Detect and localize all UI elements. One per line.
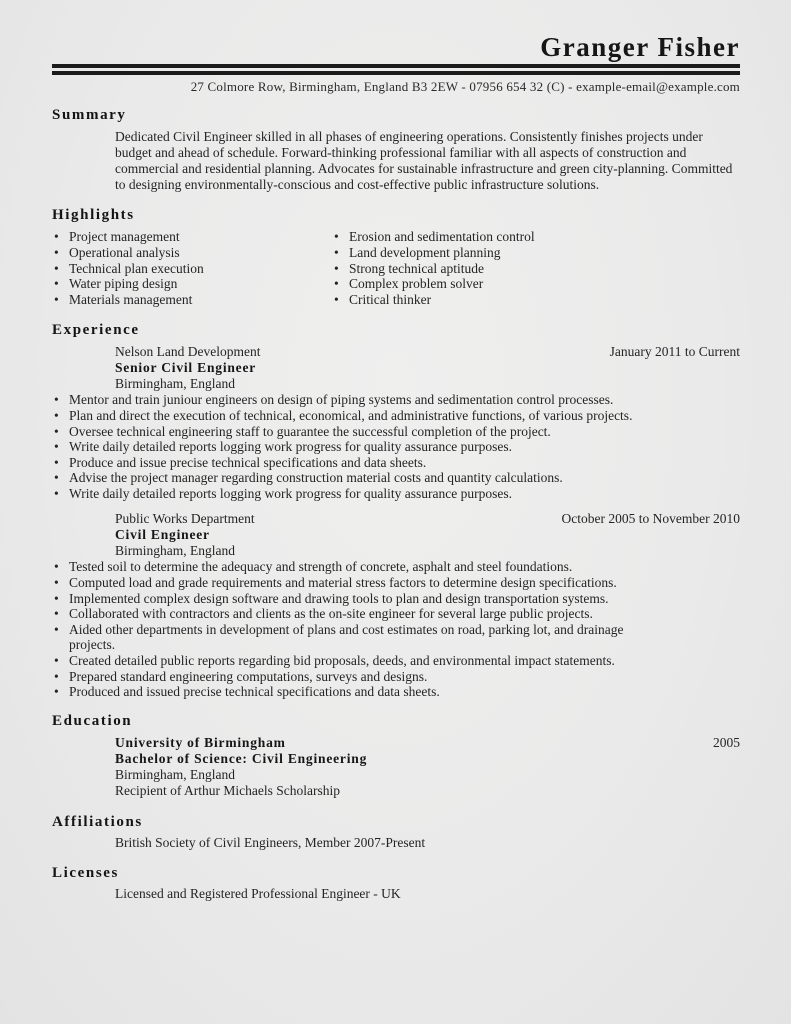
job-location: Birmingham, England (115, 376, 235, 392)
education-award: Recipient of Arthur Michaels Scholarship (115, 782, 340, 798)
job-bullet: • Plan and direct the execution of technical, economical, and administrative functions, of various projects. (52, 408, 649, 424)
job-bullet: • Implemented complex design software and drawing tools to plan and design transportation systems. (52, 591, 649, 607)
experience-job-2 (52, 511, 740, 699)
highlights-list-right (332, 229, 535, 307)
affiliations-text: British Society of Civil Engineers, Member 2007-Present (115, 834, 426, 850)
job-header (115, 344, 740, 360)
job-bullet: • Produced and issued precise technical specifications and data sheets. (52, 684, 649, 700)
contact-line: 27 Colmore Row, Birmingham, England B3 2EW - 07956 654 32 (C) - example-email@example.com (190, 79, 740, 95)
highlight-item: • Technical plan execution (52, 261, 332, 277)
job-bullet: • Advise the project manager regarding construction material costs and quantity calculations. (52, 470, 649, 486)
education-school: University of Birmingham (115, 734, 286, 750)
education-row (115, 735, 740, 751)
header-rule-top (52, 64, 740, 68)
highlights-list-left (52, 229, 332, 307)
experience-job-1 (52, 344, 740, 501)
job-bullet: • Created detailed public reports regarding bid proposals, deeds, and environmental impact statements. (52, 653, 649, 669)
job-location: Birmingham, England (115, 543, 235, 559)
job-dates: January 2011 to Current (609, 344, 740, 360)
education-block (52, 735, 740, 799)
highlight-item: • Land development planning (332, 245, 535, 261)
highlight-item: • Project management (52, 229, 332, 245)
section-heading-licenses: Licenses (52, 864, 119, 881)
job-bullet: • Prepared standard engineering computations, surveys and designs. (52, 669, 649, 685)
job-title: Senior Civil Engineer (115, 360, 257, 376)
highlight-item: • Erosion and sedimentation control (332, 229, 535, 245)
highlight-item: • Complex problem solver (332, 276, 535, 292)
job-bullet: • Oversee technical engineering staff to guarantee the successful completion of the project. (52, 424, 649, 440)
highlights-columns (52, 229, 740, 307)
highlight-item: • Water piping design (52, 276, 332, 292)
job-dates: October 2005 to November 2010 (561, 511, 740, 527)
highlight-item: • Materials management (52, 292, 332, 308)
job-company: Public Works Department (115, 511, 255, 527)
job-bullet: • Tested soil to determine the adequacy and strength of concrete, asphalt and steel foundations. (52, 559, 649, 575)
job-bullet-list (52, 559, 649, 699)
highlight-item: • Operational analysis (52, 245, 332, 261)
job-bullet: • Produce and issue precise technical specifications and data sheets. (52, 455, 649, 471)
education-year: 2005 (713, 734, 740, 750)
job-company: Nelson Land Development (115, 344, 261, 360)
section-heading-experience: Experience (52, 322, 140, 339)
job-bullet: • Aided other departments in development of plans and cost estimates on road, parking lot, and drainage projects. (52, 622, 649, 653)
highlight-item: • Strong technical aptitude (332, 261, 535, 277)
job-title: Civil Engineer (115, 527, 210, 543)
job-header (115, 511, 740, 527)
summary-paragraph: Dedicated Civil Engineer skilled in all phases of engineering operations. Consistently finishes projects under budget and ahead of schedule. Forward-thinking professional familiar with all aspects of construction and commercial and residential planning. Advocates for sustainable infrastructure and green city-planning. Committed to designing environmentally-conscious and cost-effective public infrastructure solutions. (115, 129, 733, 193)
education-degree: Bachelor of Science: Civil Engineering (115, 750, 368, 766)
section-heading-highlights: Highlights (52, 207, 135, 224)
section-heading-affiliations: Affiliations (52, 813, 143, 830)
job-bullet-list (52, 392, 649, 501)
section-heading-summary: Summary (52, 107, 127, 124)
resume-name: Granger Fisher (540, 32, 740, 62)
highlight-item: • Critical thinker (332, 292, 535, 308)
education-location: Birmingham, England (115, 766, 235, 782)
job-bullet: • Write daily detailed reports logging work progress for quality assurance purposes. (52, 439, 649, 455)
job-bullet: • Mentor and train juniour engineers on design of piping systems and sedimentation control processes. (52, 392, 649, 408)
header-rule-bottom (52, 71, 740, 75)
job-bullet: • Write daily detailed reports logging work progress for quality assurance purposes. (52, 486, 649, 502)
job-bullet: • Collaborated with contractors and clients as the on-site engineer for several large public projects. (52, 606, 649, 622)
job-bullet: • Computed load and grade requirements and material stress factors to determine design specifications. (52, 575, 649, 591)
licenses-text: Licensed and Registered Professional Engineer - UK (115, 885, 401, 901)
section-heading-education: Education (52, 712, 133, 729)
